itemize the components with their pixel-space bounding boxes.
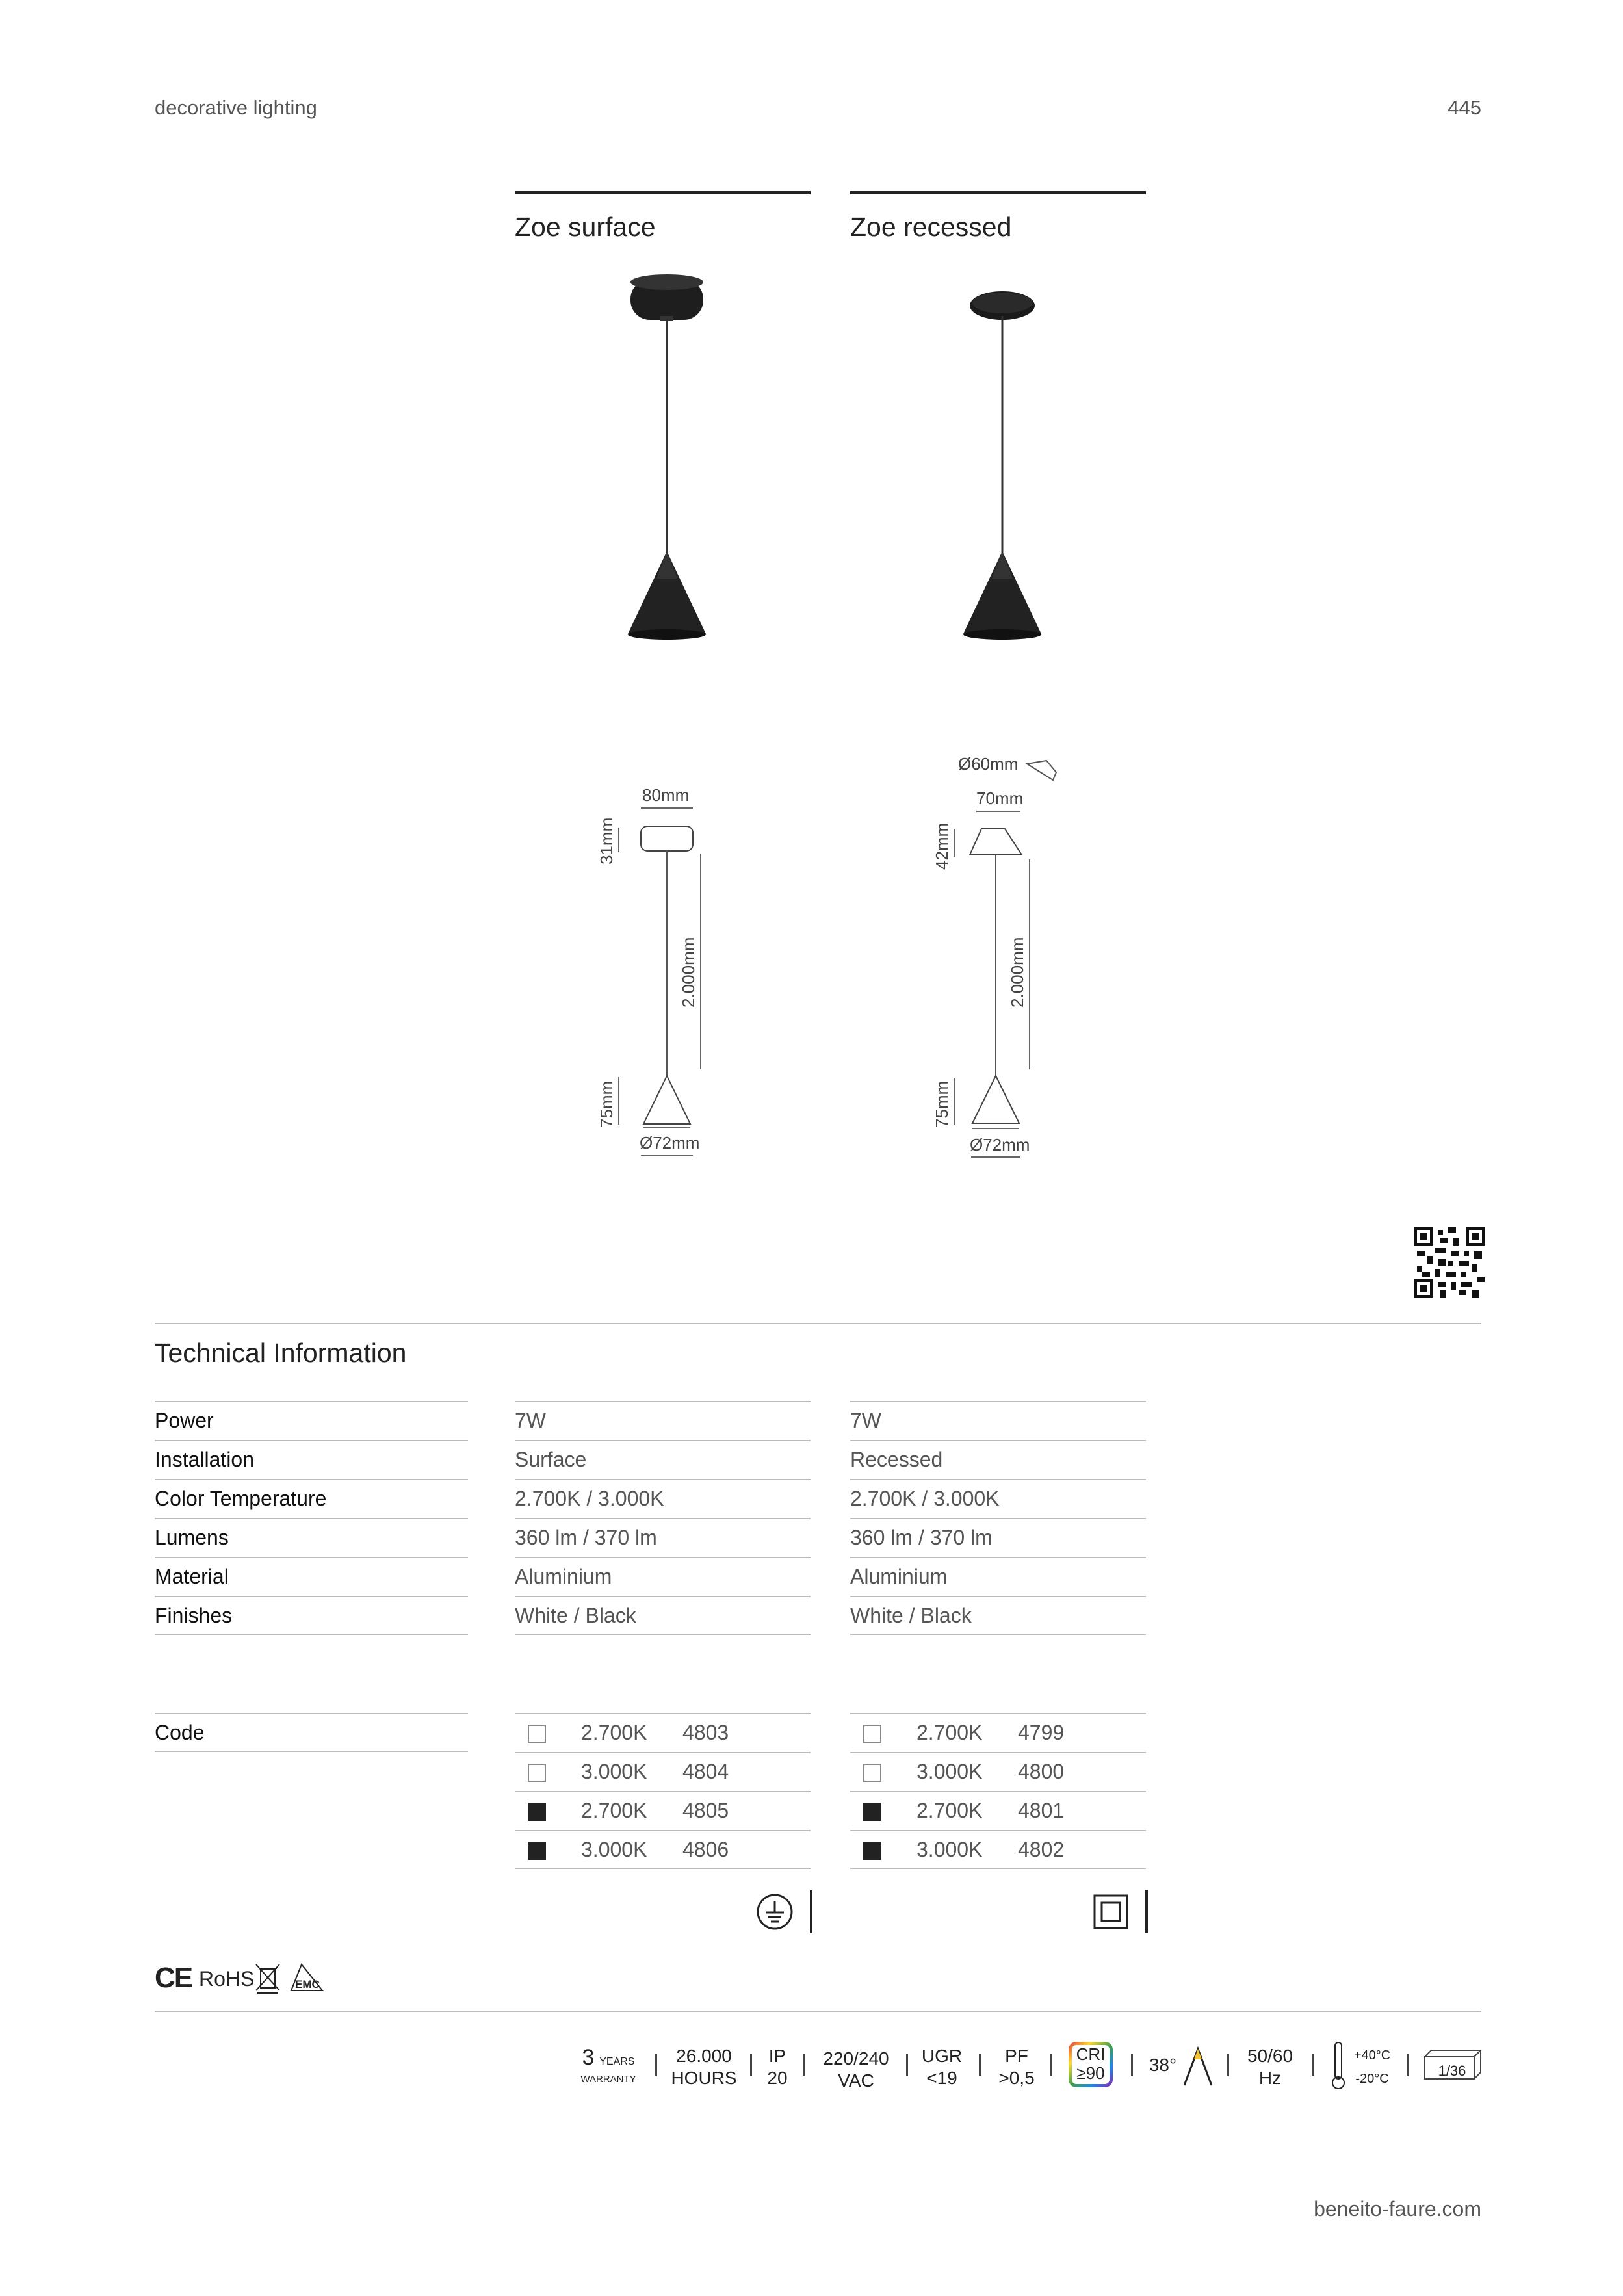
dim-cutout: Ø60mm <box>958 754 1019 774</box>
warranty-number: 3 <box>582 2045 595 2070</box>
spec-label-color-temperature: Color Temperature <box>155 1479 468 1518</box>
hours-unit: HOURS <box>671 2068 737 2088</box>
code-kelvin: 2.700K <box>581 1799 647 1822</box>
ugr-value: <19 <box>926 2068 957 2088</box>
recessed-installation: Recessed <box>850 1440 1146 1479</box>
code-number: 4804 <box>682 1760 729 1783</box>
code-number: 4805 <box>682 1799 729 1822</box>
lifetime-hours <box>669 2045 738 2089</box>
finish-black-swatch <box>863 1803 881 1821</box>
finish-white-swatch <box>528 1725 546 1743</box>
spec-separator <box>750 2054 752 2076</box>
product-image-recessed <box>946 273 1076 650</box>
dim-shade-height: 75mm <box>932 1080 952 1128</box>
surface-lumens: 360 lm / 370 lm <box>515 1518 811 1557</box>
code-row <box>515 1791 811 1830</box>
hours-value: 26.000 <box>676 2046 732 2066</box>
pf-value: >0,5 <box>998 2068 1035 2088</box>
recessed-power: 7W <box>850 1401 1146 1440</box>
spec-separator <box>655 2054 657 2076</box>
frequency <box>1240 2045 1300 2089</box>
code-number: 4800 <box>1018 1760 1065 1783</box>
spec-label-installation: Installation <box>155 1440 468 1479</box>
product-image-surface <box>611 273 741 650</box>
website-link[interactable]: beneito-faure.com <box>1314 2197 1481 2221</box>
code-row <box>850 1791 1146 1830</box>
beam-angle: 38° <box>1149 2055 1177 2075</box>
voltage-unit: VAC <box>838 2070 874 2091</box>
recessed-lumens: 360 lm / 370 lm <box>850 1518 1146 1557</box>
code-row <box>850 1830 1146 1869</box>
ip-label: IP <box>768 2046 786 2066</box>
code-number: 4801 <box>1018 1799 1065 1822</box>
warranty-badge <box>576 2046 641 2086</box>
spec-separator <box>1312 2054 1314 2076</box>
recessed-color-temperature: 2.700K / 3.000K <box>850 1479 1146 1518</box>
spec-separator <box>1131 2054 1133 2076</box>
surface-installation: Surface <box>515 1440 811 1479</box>
warranty-years: YEARS <box>599 2056 635 2067</box>
frequency-unit: Hz <box>1258 2068 1282 2088</box>
finish-white-swatch <box>863 1725 881 1743</box>
product-title-surface: Zoe surface <box>515 212 656 242</box>
weee-bin-icon <box>253 1962 282 1994</box>
pf-label: PF <box>1005 2046 1028 2066</box>
surface-color-temperature: 2.700K / 3.000K <box>515 1479 811 1518</box>
spec-separator <box>906 2054 908 2076</box>
spec-label-power: Power <box>155 1401 468 1440</box>
ugr-label: UGR <box>921 2046 963 2066</box>
voltage-value: 220/240 <box>823 2048 889 2068</box>
dimension-drawing-recessed <box>923 748 1079 1167</box>
dim-cable: 2.000mm <box>679 937 698 1008</box>
spec-label-finishes: Finishes <box>155 1596 468 1635</box>
emc-icon <box>289 1962 325 1994</box>
code-number: 4803 <box>682 1721 729 1744</box>
code-row <box>515 1752 811 1791</box>
voltage <box>816 2048 896 2092</box>
temperature-min: -20°C <box>1355 2072 1389 2086</box>
temperature-max: +40°C <box>1353 2048 1391 2063</box>
code-row <box>515 1713 811 1752</box>
code-kelvin: 3.000K <box>581 1760 647 1783</box>
finish-white-swatch <box>863 1764 881 1782</box>
code-kelvin: 2.700K <box>916 1799 983 1822</box>
finish-black-swatch <box>528 1803 546 1821</box>
dim-top-height: 42mm <box>932 822 952 870</box>
code-row <box>515 1830 811 1869</box>
code-number: 4799 <box>1018 1721 1065 1744</box>
frequency-value: 50/60 <box>1247 2046 1293 2066</box>
surface-finishes: White / Black <box>515 1596 811 1635</box>
code-number: 4802 <box>1018 1838 1065 1861</box>
temperature-range <box>1349 2044 1395 2091</box>
recessed-material: Aluminium <box>850 1557 1146 1596</box>
rohs-mark: RoHS <box>199 1967 255 1990</box>
spec-label-material: Material <box>155 1557 468 1596</box>
code-row <box>850 1713 1146 1752</box>
code-kelvin: 3.000K <box>916 1760 983 1783</box>
class-i-earth-icon <box>757 1890 815 1933</box>
code-kelvin: 3.000K <box>581 1838 647 1861</box>
dim-cable: 2.000mm <box>1007 937 1027 1008</box>
ce-mark: CE <box>155 1962 192 1994</box>
finish-black-swatch <box>863 1842 881 1860</box>
code-row <box>850 1752 1146 1791</box>
dim-top-width: 70mm <box>976 789 1024 808</box>
footer-divider <box>155 2011 1481 2012</box>
power-factor <box>992 2045 1041 2089</box>
cri-label: CRI <box>1076 2044 1106 2064</box>
code-number: 4806 <box>682 1838 729 1861</box>
spec-separator <box>803 2054 805 2076</box>
cri-value: ≥90 <box>1076 2063 1105 2083</box>
spec-separator <box>1050 2054 1052 2076</box>
ip-rating <box>762 2045 793 2089</box>
technical-title: Technical Information <box>155 1338 407 1368</box>
emc-mark: EMC <box>295 1978 320 1990</box>
spec-separator <box>1227 2054 1229 2076</box>
class-ii-double-insulation-icon <box>1092 1890 1150 1933</box>
beam-angle-icon <box>1182 2045 1214 2088</box>
thermometer-icon <box>1330 2041 1347 2091</box>
product-rule-surface <box>515 191 811 194</box>
dimension-drawing-surface <box>585 777 741 1167</box>
section-title: decorative lighting <box>155 96 317 119</box>
surface-material: Aluminium <box>515 1557 811 1596</box>
code-kelvin: 3.000K <box>916 1838 983 1861</box>
product-title-recessed: Zoe recessed <box>850 212 1012 242</box>
cri-badge <box>1069 2042 1113 2087</box>
code-label: Code <box>155 1713 468 1752</box>
page-number: 445 <box>1448 96 1481 119</box>
dim-top-width: 80mm <box>642 785 690 805</box>
spec-separator <box>1407 2054 1409 2076</box>
dim-top-height: 31mm <box>597 817 616 865</box>
dim-shade-diameter: Ø72mm <box>640 1133 700 1153</box>
code-kelvin: 2.700K <box>581 1721 647 1744</box>
box-quantity: 1/36 <box>1438 2063 1466 2079</box>
surface-power: 7W <box>515 1401 811 1440</box>
finish-black-swatch <box>528 1842 546 1860</box>
ip-value: 20 <box>767 2068 788 2088</box>
qr-code-icon[interactable] <box>1414 1227 1485 1298</box>
dim-shade-height: 75mm <box>597 1080 616 1128</box>
spec-label-lumens: Lumens <box>155 1518 468 1557</box>
section-divider <box>155 1323 1481 1324</box>
code-kelvin: 2.700K <box>916 1721 983 1744</box>
dim-shade-diameter: Ø72mm <box>970 1135 1030 1155</box>
spec-separator <box>979 2054 981 2076</box>
warranty-word: WARRANTY <box>580 2074 636 2085</box>
ugr-rating <box>919 2045 965 2089</box>
finish-white-swatch <box>528 1764 546 1782</box>
recessed-finishes: White / Black <box>850 1596 1146 1635</box>
product-rule-recessed <box>850 191 1146 194</box>
